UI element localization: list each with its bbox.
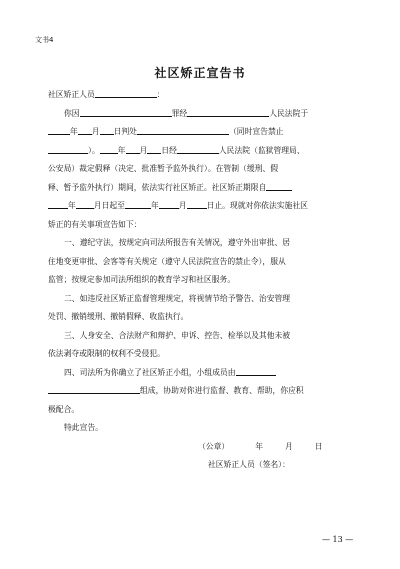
text: 年 bbox=[150, 201, 159, 210]
text-line: 二、如违反社区矫正监督管理规定，将视情节给予警告、治安管理 bbox=[64, 293, 291, 303]
page-number: — 13 — bbox=[322, 535, 354, 544]
blank-day bbox=[100, 125, 114, 135]
text-line: 监管；按规定参加司法所组织的教育学习和社区服务。 bbox=[48, 275, 236, 284]
text-line: 处罚、撤销缓刑、撤销假释、收监执行。 bbox=[48, 312, 189, 321]
text-line: 依法剥夺或限制的权利不受侵犯。 bbox=[48, 349, 165, 358]
text: 你因 bbox=[64, 108, 80, 118]
text-line: 矫正的有关事项宣告如下： bbox=[48, 219, 142, 229]
text-line: 特此宣告。 bbox=[64, 423, 103, 432]
text: 日 bbox=[314, 441, 323, 451]
text: 日止。现就对你依法实施社区 bbox=[206, 201, 308, 210]
text: 月 bbox=[93, 201, 102, 210]
text-line: 极配合。 bbox=[48, 404, 80, 414]
blank-end-year bbox=[125, 199, 151, 209]
text: 年 bbox=[117, 145, 126, 155]
text-line bbox=[48, 142, 356, 161]
blank-year bbox=[48, 125, 70, 135]
seal-date-line bbox=[48, 438, 356, 457]
text: 社区矫正人员 bbox=[48, 90, 95, 99]
text: 日判处 bbox=[113, 127, 137, 136]
text: ）。 bbox=[88, 145, 100, 155]
page-title: 社区矫正宣告书 bbox=[154, 66, 246, 80]
blank-month bbox=[78, 125, 92, 135]
text-line bbox=[48, 105, 356, 124]
text-line bbox=[48, 382, 356, 401]
signature-line: 社区矫正人员（签名）： bbox=[208, 460, 290, 469]
text-line: 一、遵纪守法，按规定向司法所报告有关情况，遵守外出审批、居 bbox=[64, 238, 291, 247]
blank-members bbox=[48, 384, 140, 394]
text: 组成，协助对你进行监督、教育、帮助，你应积 bbox=[140, 386, 304, 395]
blank-day bbox=[187, 199, 207, 209]
text: 释、暂予监外执行）期间，依法实行社区矫正。社区矫正期限自 bbox=[48, 182, 267, 192]
blank-prohibition bbox=[48, 144, 88, 154]
text: 日经 bbox=[161, 145, 177, 155]
text: （同时宣告禁止 bbox=[228, 127, 284, 136]
blank-court bbox=[177, 144, 219, 154]
text: 四、司法所为你确立了社区矫正小组，小组成员由 bbox=[64, 367, 236, 377]
blank-court bbox=[187, 107, 269, 117]
text: 罪经 bbox=[171, 108, 188, 118]
text-line bbox=[48, 179, 356, 198]
text-line: 三、人身安全、合法财产和辩护、申诉、控告、检举以及其他未被 bbox=[64, 330, 291, 340]
blank-month bbox=[126, 144, 140, 154]
blank-month bbox=[159, 199, 179, 209]
blank-year bbox=[100, 144, 118, 154]
text-line bbox=[48, 123, 356, 142]
text-line bbox=[48, 197, 356, 216]
text: 月 bbox=[139, 145, 148, 155]
text-line bbox=[48, 364, 356, 383]
blank-members bbox=[236, 366, 276, 376]
text: 人民法院于 bbox=[269, 108, 309, 118]
document-body bbox=[48, 86, 356, 475]
text: 年 bbox=[70, 127, 78, 136]
blank-day bbox=[76, 199, 94, 209]
blank-start-year bbox=[266, 181, 292, 191]
blank-crime bbox=[80, 107, 172, 117]
text: 年 bbox=[255, 441, 263, 451]
text: 月 bbox=[178, 201, 187, 210]
document-number: 文书4 bbox=[35, 36, 54, 44]
blank-day bbox=[147, 144, 161, 154]
text-line: 住地变更审批、会客等有关规定（遵守人民法院宣告的禁止令），服从 bbox=[48, 256, 286, 266]
text: ： bbox=[156, 90, 165, 99]
text: 人民法院（监狱管理局、 bbox=[218, 145, 305, 155]
text: 日起至 bbox=[101, 201, 125, 210]
addressee-line bbox=[48, 86, 356, 105]
text-line: 公安局）裁定假释（决定、批准暂予监外执行）。在管制（缓刑、假 bbox=[48, 164, 279, 173]
blank-month bbox=[48, 199, 68, 209]
text: 月 bbox=[284, 441, 293, 451]
text: 月 bbox=[91, 127, 100, 136]
blank-sentence bbox=[137, 125, 229, 135]
blank-name bbox=[95, 88, 157, 98]
text: 年 bbox=[68, 201, 76, 210]
seal-label: （公章） bbox=[198, 441, 230, 451]
